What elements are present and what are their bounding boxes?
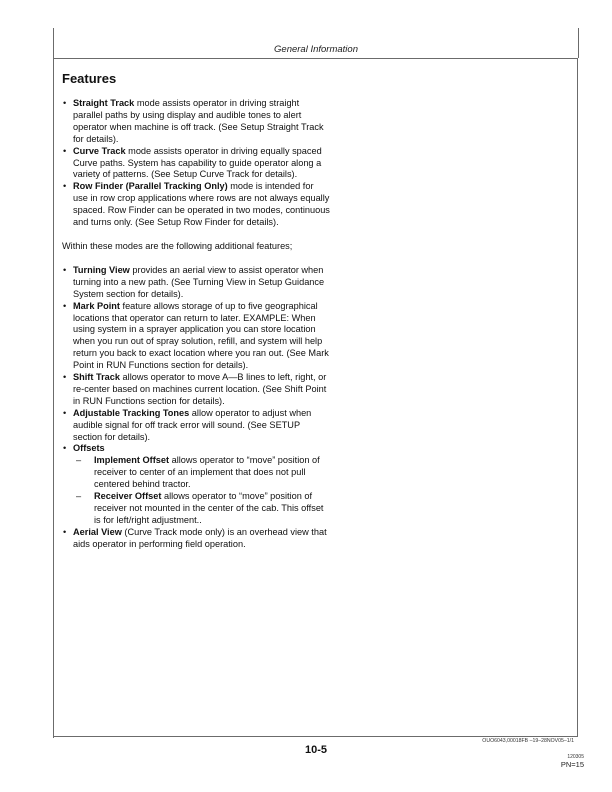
intro-paragraph: Within these modes are the following additional features; xyxy=(62,240,293,251)
print-code: 120305 xyxy=(567,754,584,760)
running-header: General Information xyxy=(274,44,358,55)
list-item: • Adjustable Tracking Tones allow operator to adjust when audible signal for off track error will sound. (See SETUP section for details). xyxy=(62,408,330,444)
sublist-item: – Receiver Offset allows operator to “move” position of receiver not mounted in the center of the cab. This offset is for left/right adjustment.. xyxy=(73,491,330,527)
section-title: Features xyxy=(62,71,117,86)
modes-list xyxy=(62,98,330,229)
features-content xyxy=(62,98,330,551)
features-list xyxy=(62,265,330,551)
list-item: • Shift Track allows operator to move A—B lines to left, right, or re-center based on machines current location. (See Shift Point in RUN Functions section for details). xyxy=(62,372,330,408)
list-item: • Curve Track mode assists operator in driving equally spaced Curve paths. System has capability to guide operator along a variety of patterns. (See Setup Curve Track for details). xyxy=(62,146,330,182)
list-item-offsets: • Offsets – Implement Offset allows operator to “move” position of receiver to center of an implement that does not pull centered behind tractor. – Receiver Offset allows operator to “move” position of receiver not mounted in the center of the cab. This offset is for left/right adjustment.. xyxy=(62,443,330,526)
list-item: • Aerial View (Curve Track mode only) is an overhead view that aids operator in performing field operation. xyxy=(62,527,330,551)
list-item: • Row Finder (Parallel Tracking Only) mode is intended for use in row crop applications where rows are not always equally spaced. Row Finder can be operated in two modes, continuous and turns only. (See Setup Row Finder for details). xyxy=(62,181,330,229)
frame-right-rule xyxy=(578,28,579,58)
sublist-item: – Implement Offset allows operator to “move” position of receiver to center of an implement that does not pull centered behind tractor. xyxy=(73,455,330,491)
pn-number: PN=15 xyxy=(560,760,584,769)
list-item: • Turning View provides an aerial view to assist operator when turning into a new path. (See Turning View in Setup Guidance System section for details). xyxy=(62,265,330,301)
offsets-sublist xyxy=(73,455,330,526)
list-item: • Straight Track mode assists operator in driving straight parallel paths by using display and audible tones to alert operator when machine is off track. (See Setup Straight Track for details). xyxy=(62,98,330,146)
list-item: • Mark Point feature allows storage of up to five geographical locations that operator can return to later. EXAMPLE: When using system in a sprayer application you can store location when you run out of spray solution, refill, and system will help return you back to exact location where you ran out. (See Mark Point in RUN Functions section for details). xyxy=(62,301,330,372)
page-number: 10-5 xyxy=(304,744,328,756)
document-reference: OUO6043,00018FB –19–28NOV05–1/1 xyxy=(482,738,574,744)
